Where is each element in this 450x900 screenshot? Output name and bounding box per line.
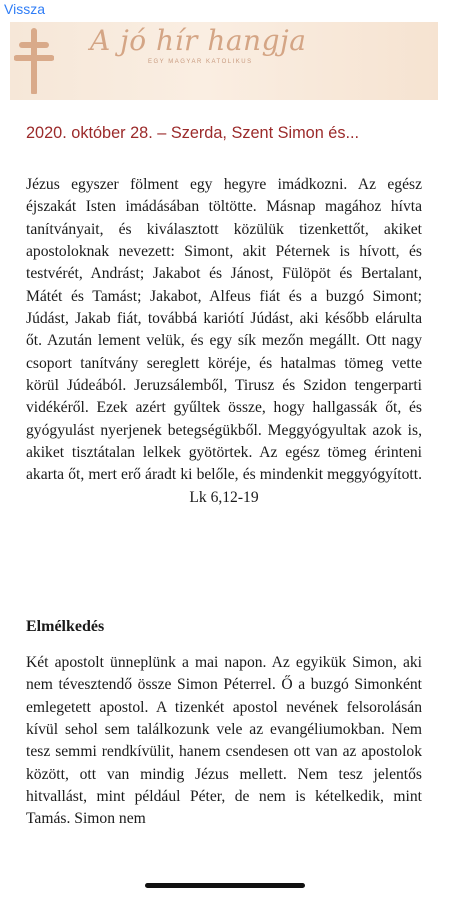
gospel-text: Jézus egyszer fölment egy hegyre imádkozni. Az egész éjszakát Isten imádásában töltötte. Másnap magához hívta tanítványait, és kiválasztott közülük tizenkettőt, akiket apostoloknak nevezett: Simont, akit Péternek is hívott, és testvérét, Andrást; Jakabot és Jánost, Fülöpöt és Bertalant, Mátét és Tamást; Jakabot, Alfeus fiát és a buzgó Simont; Júdást, Jakab fiát, továbbá kariótí Júdást, aki később elárulta őt. Azután lement velük, és egy sík mezőn megállt. Ott nagy csoport tanítvány sereglett köréje, és hatalmas tömeg vette körül Júdeából. Jeruzsálemből, Tirusz és Szidon tengerparti vidékéről. Ezek azért gyűltek össze, hogy hallgassák őt, és gyógyulást nyerjenek betegségükből. Meggyógyultak azok is, akiket tisztátalan lelkek gyötörtek. Az egész tömeg érinteni akarta őt, mert erő áradt ki belőle, és mindenkit meggyógyított. Lk 6,12-19 [26, 176, 422, 506]
home-indicator[interactable] [145, 883, 305, 888]
banner-subtitle: EGY MAGYAR KATOLIKUS [148, 59, 253, 65]
patriarchal-cross-icon [14, 28, 54, 98]
reflection-heading: Elmélkedés [26, 618, 105, 635]
back-button[interactable]: Vissza [4, 1, 45, 17]
app-header-banner [10, 22, 438, 100]
banner-title: A jó hír hangja [90, 24, 307, 57]
page-title: 2020. október 28. – Szerda, Szent Simon és... [26, 124, 360, 142]
reflection-text: Két apostolt ünneplünk a mai napon. Az egyikük Simon, aki nem tévesztendő össze Simon Péterrel. Ő a buzgó Simonként emlegetett apostol. A tizenkét apostol nevének felsorolásán kívül sehol sem találkozunk vele az evangéliumokban. Nem tesz semmi rendkívülit, hanem csendesen ott van az apostolok között, ott van mindig Jézus mellett. Nem tesz jelentős hitvallást, mint például Péter, de nem is kételkedik, mint Tamás. Simon nem [26, 654, 422, 828]
